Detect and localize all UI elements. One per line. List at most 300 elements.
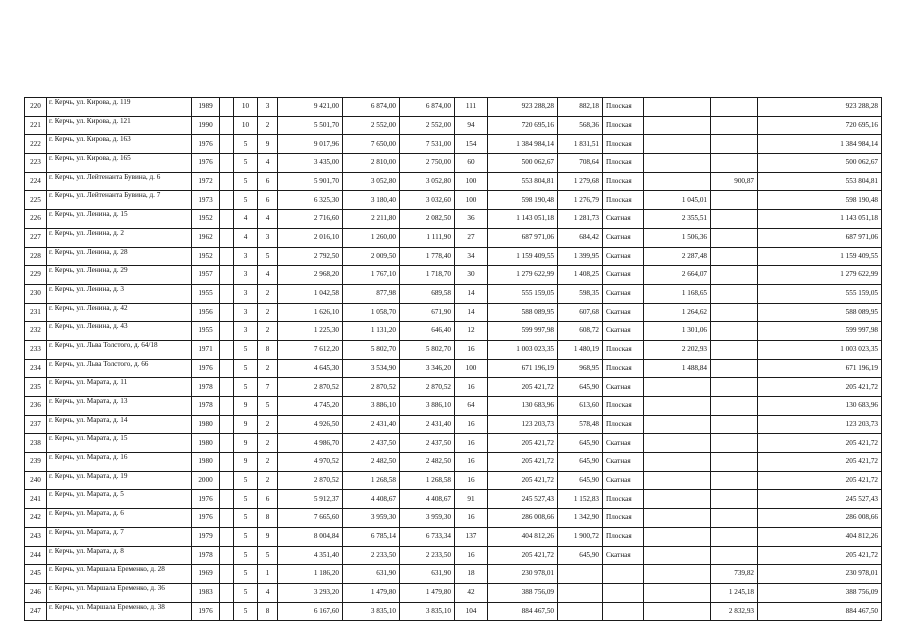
address-cell: г. Керчь, ул. Кирова, д. 163: [47, 135, 192, 154]
residents-cell: 137: [455, 527, 488, 546]
row-number: 236: [25, 397, 47, 416]
total-area-cell: 1 626,10: [278, 303, 343, 322]
rate-cell: 645,90: [558, 378, 603, 397]
amount-a-cell: 1 264,62: [644, 303, 711, 322]
amount-a-cell: [644, 378, 711, 397]
amount-b-cell: [711, 191, 758, 210]
blank-cell: [220, 284, 234, 303]
cost-cell: 205 421,72: [488, 378, 558, 397]
amount-b-cell: [711, 546, 758, 565]
address-cell: г. Керчь, ул. Ленина, д. 3: [47, 284, 192, 303]
row-number: 222: [25, 135, 47, 154]
amount-a-cell: [644, 135, 711, 154]
amount-b-cell: [711, 303, 758, 322]
entrances-cell: 2: [258, 303, 278, 322]
total-area-cell: 2 870,52: [278, 378, 343, 397]
total-area-cell: 7 665,60: [278, 509, 343, 528]
cost-cell: 555 159,05: [488, 284, 558, 303]
year-cell: 1989: [192, 98, 220, 117]
table-row: [25, 509, 882, 528]
total-cost-cell: 1 143 051,18: [758, 210, 882, 229]
roof-type-cell: Скатная: [603, 453, 644, 472]
total-cost-cell: 599 997,98: [758, 322, 882, 341]
amount-a-cell: [644, 453, 711, 472]
amount-a-cell: 2 287,48: [644, 247, 711, 266]
table-row: [25, 471, 882, 490]
table-row: [25, 565, 882, 584]
address-cell: г. Керчь, ул. Марата, д. 16: [47, 453, 192, 472]
row-number: 231: [25, 303, 47, 322]
rate-cell: 1 408,25: [558, 266, 603, 285]
address-cell: г. Керчь, ул. Льва Толстого, д. 64/18: [47, 340, 192, 359]
entrances-cell: 3: [258, 228, 278, 247]
total-area-cell: 5 901,70: [278, 172, 343, 191]
floors-cell: 5: [234, 471, 258, 490]
residents-cell: 111: [455, 98, 488, 117]
residents-cell: 100: [455, 359, 488, 378]
total-area-cell: 4 745,20: [278, 397, 343, 416]
entrances-cell: 2: [258, 322, 278, 341]
rate-cell: 1 279,68: [558, 172, 603, 191]
floors-cell: 3: [234, 322, 258, 341]
apartment-area-cell: 6 874,00: [400, 98, 455, 117]
row-number: 240: [25, 471, 47, 490]
amount-b-cell: 1 245,18: [711, 583, 758, 602]
living-area-cell: 7 650,00: [343, 135, 400, 154]
apartment-area-cell: 646,40: [400, 322, 455, 341]
amount-b-cell: [711, 266, 758, 285]
living-area-cell: 2 009,50: [343, 247, 400, 266]
roof-type-cell: Скатная: [603, 247, 644, 266]
total-area-cell: 2 792,50: [278, 247, 343, 266]
blank-cell: [220, 434, 234, 453]
floors-cell: 10: [234, 116, 258, 135]
total-cost-cell: 588 089,95: [758, 303, 882, 322]
amount-b-cell: [711, 434, 758, 453]
apartment-area-cell: 2 482,50: [400, 453, 455, 472]
total-area-cell: 4 351,40: [278, 546, 343, 565]
entrances-cell: 7: [258, 378, 278, 397]
blank-cell: [220, 359, 234, 378]
address-cell: г. Керчь, ул. Ленина, д. 28: [47, 247, 192, 266]
total-cost-cell: 720 695,16: [758, 116, 882, 135]
table-row: [25, 284, 882, 303]
roof-type-cell: Плоская: [603, 509, 644, 528]
total-cost-cell: 123 203,73: [758, 415, 882, 434]
roof-type-cell: Плоская: [603, 415, 644, 434]
living-area-cell: 3 835,10: [343, 602, 400, 621]
year-cell: 1980: [192, 415, 220, 434]
blank-cell: [220, 340, 234, 359]
table-row: [25, 602, 882, 621]
cost-cell: 130 683,96: [488, 397, 558, 416]
roof-type-cell: Плоская: [603, 490, 644, 509]
blank-cell: [220, 116, 234, 135]
blank-cell: [220, 191, 234, 210]
living-area-cell: 3 534,90: [343, 359, 400, 378]
blank-cell: [220, 397, 234, 416]
floors-cell: 5: [234, 565, 258, 584]
table-row: [25, 546, 882, 565]
living-area-cell: 2 552,00: [343, 116, 400, 135]
residents-cell: 16: [455, 471, 488, 490]
table-row: [25, 172, 882, 191]
table-row: [25, 116, 882, 135]
table-row: [25, 397, 882, 416]
amount-a-cell: 1 168,65: [644, 284, 711, 303]
table-row: [25, 98, 882, 117]
floors-cell: 10: [234, 98, 258, 117]
rate-cell: 1 276,79: [558, 191, 603, 210]
residents-cell: 16: [455, 434, 488, 453]
rate-cell: 1 480,19: [558, 340, 603, 359]
roof-type-cell: Плоская: [603, 116, 644, 135]
entrances-cell: 5: [258, 247, 278, 266]
entrances-cell: 8: [258, 509, 278, 528]
table-row: [25, 266, 882, 285]
blank-cell: [220, 266, 234, 285]
blank-cell: [220, 527, 234, 546]
rate-cell: 613,60: [558, 397, 603, 416]
amount-a-cell: 2 355,51: [644, 210, 711, 229]
roof-type-cell: Скатная: [603, 210, 644, 229]
blank-cell: [220, 210, 234, 229]
year-cell: 1990: [192, 116, 220, 135]
address-cell: г. Керчь, ул. Маршала Еременко, д. 38: [47, 602, 192, 621]
floors-cell: 5: [234, 546, 258, 565]
total-cost-cell: 245 527,43: [758, 490, 882, 509]
year-cell: 1952: [192, 210, 220, 229]
total-cost-cell: 205 421,72: [758, 471, 882, 490]
apartment-area-cell: 671,90: [400, 303, 455, 322]
amount-a-cell: [644, 98, 711, 117]
amount-a-cell: 1 301,06: [644, 322, 711, 341]
cost-cell: 1 143 051,18: [488, 210, 558, 229]
floors-cell: 5: [234, 172, 258, 191]
amount-a-cell: [644, 434, 711, 453]
roof-type-cell: Плоская: [603, 527, 644, 546]
apartment-area-cell: 2 750,00: [400, 154, 455, 173]
address-cell: г. Керчь, ул. Ленина, д. 29: [47, 266, 192, 285]
entrances-cell: 3: [258, 98, 278, 117]
total-area-cell: 2 968,20: [278, 266, 343, 285]
row-number: 238: [25, 434, 47, 453]
amount-b-cell: [711, 135, 758, 154]
table-row: [25, 453, 882, 472]
year-cell: 1978: [192, 546, 220, 565]
row-number: 232: [25, 322, 47, 341]
amount-b-cell: [711, 397, 758, 416]
address-cell: г. Керчь, ул. Маршала Еременко, д. 28: [47, 565, 192, 584]
entrances-cell: 2: [258, 116, 278, 135]
amount-b-cell: [711, 453, 758, 472]
year-cell: 1978: [192, 378, 220, 397]
floors-cell: 5: [234, 583, 258, 602]
apartment-area-cell: 2 431,40: [400, 415, 455, 434]
address-cell: г. Керчь, ул. Кирова, д. 119: [47, 98, 192, 117]
total-area-cell: 7 612,20: [278, 340, 343, 359]
residents-cell: 16: [455, 415, 488, 434]
row-number: 246: [25, 583, 47, 602]
living-area-cell: 2 211,80: [343, 210, 400, 229]
row-number: 242: [25, 509, 47, 528]
row-number: 241: [25, 490, 47, 509]
table-row: [25, 527, 882, 546]
total-cost-cell: 205 421,72: [758, 546, 882, 565]
total-cost-cell: 500 062,67: [758, 154, 882, 173]
total-cost-cell: 1 159 409,55: [758, 247, 882, 266]
apartment-area-cell: 631,90: [400, 565, 455, 584]
residents-cell: 64: [455, 397, 488, 416]
cost-cell: 205 421,72: [488, 434, 558, 453]
total-area-cell: 4 986,70: [278, 434, 343, 453]
blank-cell: [220, 228, 234, 247]
apartment-area-cell: 2 552,00: [400, 116, 455, 135]
total-cost-cell: 205 421,72: [758, 434, 882, 453]
amount-b-cell: [711, 154, 758, 173]
total-area-cell: 8 004,84: [278, 527, 343, 546]
floors-cell: 5: [234, 527, 258, 546]
amount-b-cell: 2 832,93: [711, 602, 758, 621]
row-number: 226: [25, 210, 47, 229]
table-row: [25, 583, 882, 602]
row-number: 237: [25, 415, 47, 434]
cost-cell: 404 812,26: [488, 527, 558, 546]
entrances-cell: 8: [258, 602, 278, 621]
entrances-cell: 9: [258, 527, 278, 546]
amount-a-cell: 2 202,93: [644, 340, 711, 359]
living-area-cell: 2 431,40: [343, 415, 400, 434]
cost-cell: 599 997,98: [488, 322, 558, 341]
rate-cell: 1 900,72: [558, 527, 603, 546]
apartment-area-cell: 2 437,50: [400, 434, 455, 453]
rate-cell: 578,48: [558, 415, 603, 434]
apartment-area-cell: 3 959,30: [400, 509, 455, 528]
apartment-area-cell: 3 346,20: [400, 359, 455, 378]
roof-type-cell: Плоская: [603, 98, 644, 117]
address-cell: г. Керчь, ул. Ленина, д. 2: [47, 228, 192, 247]
cost-cell: 286 008,66: [488, 509, 558, 528]
total-cost-cell: 1 384 984,14: [758, 135, 882, 154]
total-cost-cell: 553 804,81: [758, 172, 882, 191]
living-area-cell: 631,90: [343, 565, 400, 584]
blank-cell: [220, 247, 234, 266]
living-area-cell: 2 437,50: [343, 434, 400, 453]
total-area-cell: 3 293,20: [278, 583, 343, 602]
rate-cell: [558, 565, 603, 584]
amount-b-cell: [711, 340, 758, 359]
living-area-cell: 1 479,80: [343, 583, 400, 602]
roof-type-cell: Плоская: [603, 397, 644, 416]
residents-cell: 34: [455, 247, 488, 266]
residents-cell: 16: [455, 340, 488, 359]
apartment-area-cell: 1 778,40: [400, 247, 455, 266]
apartment-area-cell: 1 479,80: [400, 583, 455, 602]
roof-type-cell: Плоская: [603, 135, 644, 154]
rate-cell: 598,35: [558, 284, 603, 303]
blank-cell: [220, 415, 234, 434]
amount-b-cell: [711, 322, 758, 341]
total-area-cell: 1 225,30: [278, 322, 343, 341]
amount-a-cell: 1 045,01: [644, 191, 711, 210]
amount-b-cell: [711, 509, 758, 528]
year-cell: 1969: [192, 565, 220, 584]
cost-cell: 1 003 023,35: [488, 340, 558, 359]
address-cell: г. Керчь, ул. Ленина, д. 43: [47, 322, 192, 341]
blank-cell: [220, 602, 234, 621]
table-row: [25, 415, 882, 434]
row-number: 245: [25, 565, 47, 584]
roof-type-cell: Плоская: [603, 359, 644, 378]
blank-cell: [220, 565, 234, 584]
residents-cell: 100: [455, 191, 488, 210]
floors-cell: 4: [234, 228, 258, 247]
address-cell: г. Керчь, ул. Марата, д. 7: [47, 527, 192, 546]
cost-cell: 671 196,19: [488, 359, 558, 378]
living-area-cell: 2 810,00: [343, 154, 400, 173]
total-area-cell: 2 016,10: [278, 228, 343, 247]
cost-cell: 1 159 409,55: [488, 247, 558, 266]
living-area-cell: 1 058,70: [343, 303, 400, 322]
amount-a-cell: [644, 490, 711, 509]
amount-a-cell: [644, 397, 711, 416]
row-number: 243: [25, 527, 47, 546]
roof-type-cell: Скатная: [603, 303, 644, 322]
residents-cell: 18: [455, 565, 488, 584]
table-row: [25, 210, 882, 229]
residents-cell: 27: [455, 228, 488, 247]
address-cell: г. Керчь, ул. Марата, д. 5: [47, 490, 192, 509]
amount-a-cell: [644, 116, 711, 135]
amount-b-cell: [711, 471, 758, 490]
floors-cell: 5: [234, 378, 258, 397]
total-area-cell: 6 167,60: [278, 602, 343, 621]
table-row: [25, 490, 882, 509]
table-row: [25, 228, 882, 247]
address-cell: г. Керчь, ул. Марата, д. 11: [47, 378, 192, 397]
cost-cell: 1 279 622,99: [488, 266, 558, 285]
residents-cell: 14: [455, 303, 488, 322]
living-area-cell: 877,98: [343, 284, 400, 303]
floors-cell: 3: [234, 266, 258, 285]
year-cell: 1976: [192, 602, 220, 621]
rate-cell: 1 152,83: [558, 490, 603, 509]
rate-cell: 608,72: [558, 322, 603, 341]
amount-a-cell: [644, 471, 711, 490]
apartment-area-cell: 6 733,34: [400, 527, 455, 546]
address-cell: г. Керчь, ул. Марата, д. 8: [47, 546, 192, 565]
amount-a-cell: [644, 565, 711, 584]
blank-cell: [220, 509, 234, 528]
residents-cell: 91: [455, 490, 488, 509]
year-cell: 1972: [192, 172, 220, 191]
cost-cell: 923 288,28: [488, 98, 558, 117]
total-cost-cell: 671 196,19: [758, 359, 882, 378]
total-cost-cell: 923 288,28: [758, 98, 882, 117]
residents-cell: 104: [455, 602, 488, 621]
year-cell: 1962: [192, 228, 220, 247]
roof-type-cell: Плоская: [603, 191, 644, 210]
living-area-cell: 2 870,52: [343, 378, 400, 397]
roof-type-cell: [603, 602, 644, 621]
table-row: [25, 154, 882, 173]
residents-cell: 14: [455, 284, 488, 303]
roof-type-cell: Скатная: [603, 266, 644, 285]
row-number: 230: [25, 284, 47, 303]
entrances-cell: 2: [258, 415, 278, 434]
floors-cell: 3: [234, 247, 258, 266]
entrances-cell: 6: [258, 172, 278, 191]
amount-b-cell: [711, 415, 758, 434]
residents-cell: 94: [455, 116, 488, 135]
amount-a-cell: [644, 602, 711, 621]
year-cell: 1976: [192, 135, 220, 154]
living-area-cell: 6 785,14: [343, 527, 400, 546]
cost-cell: 1 384 984,14: [488, 135, 558, 154]
table-row: [25, 378, 882, 397]
entrances-cell: 8: [258, 340, 278, 359]
year-cell: 1971: [192, 340, 220, 359]
rate-cell: [558, 583, 603, 602]
total-cost-cell: 1 003 023,35: [758, 340, 882, 359]
rate-cell: 645,90: [558, 546, 603, 565]
blank-cell: [220, 490, 234, 509]
year-cell: 1979: [192, 527, 220, 546]
total-area-cell: 4 645,30: [278, 359, 343, 378]
table-row: [25, 247, 882, 266]
row-number: 225: [25, 191, 47, 210]
entrances-cell: 2: [258, 453, 278, 472]
apartment-area-cell: 2 870,52: [400, 378, 455, 397]
row-number: 227: [25, 228, 47, 247]
amount-b-cell: [711, 359, 758, 378]
amount-b-cell: [711, 247, 758, 266]
year-cell: 1952: [192, 247, 220, 266]
total-area-cell: 4 926,50: [278, 415, 343, 434]
row-number: 220: [25, 98, 47, 117]
apartment-area-cell: 689,58: [400, 284, 455, 303]
residents-cell: 16: [455, 453, 488, 472]
amount-a-cell: [644, 172, 711, 191]
living-area-cell: 6 874,00: [343, 98, 400, 117]
row-number: 244: [25, 546, 47, 565]
row-number: 229: [25, 266, 47, 285]
residents-cell: 30: [455, 266, 488, 285]
amount-a-cell: [644, 509, 711, 528]
amount-b-cell: [711, 378, 758, 397]
table-row: [25, 135, 882, 154]
year-cell: 1976: [192, 359, 220, 378]
residents-cell: 60: [455, 154, 488, 173]
blank-cell: [220, 303, 234, 322]
total-cost-cell: 205 421,72: [758, 378, 882, 397]
total-area-cell: 4 970,52: [278, 453, 343, 472]
year-cell: 2000: [192, 471, 220, 490]
apartment-area-cell: 3 835,10: [400, 602, 455, 621]
living-area-cell: 1 767,10: [343, 266, 400, 285]
rate-cell: 645,90: [558, 453, 603, 472]
year-cell: 1956: [192, 303, 220, 322]
roof-type-cell: Скатная: [603, 434, 644, 453]
roof-type-cell: Плоская: [603, 172, 644, 191]
total-cost-cell: 230 978,01: [758, 565, 882, 584]
living-area-cell: 3 052,80: [343, 172, 400, 191]
cost-cell: 230 978,01: [488, 565, 558, 584]
living-area-cell: 2 482,50: [343, 453, 400, 472]
address-cell: г. Керчь, ул. Марата, д. 19: [47, 471, 192, 490]
total-cost-cell: 687 971,06: [758, 228, 882, 247]
blank-cell: [220, 378, 234, 397]
